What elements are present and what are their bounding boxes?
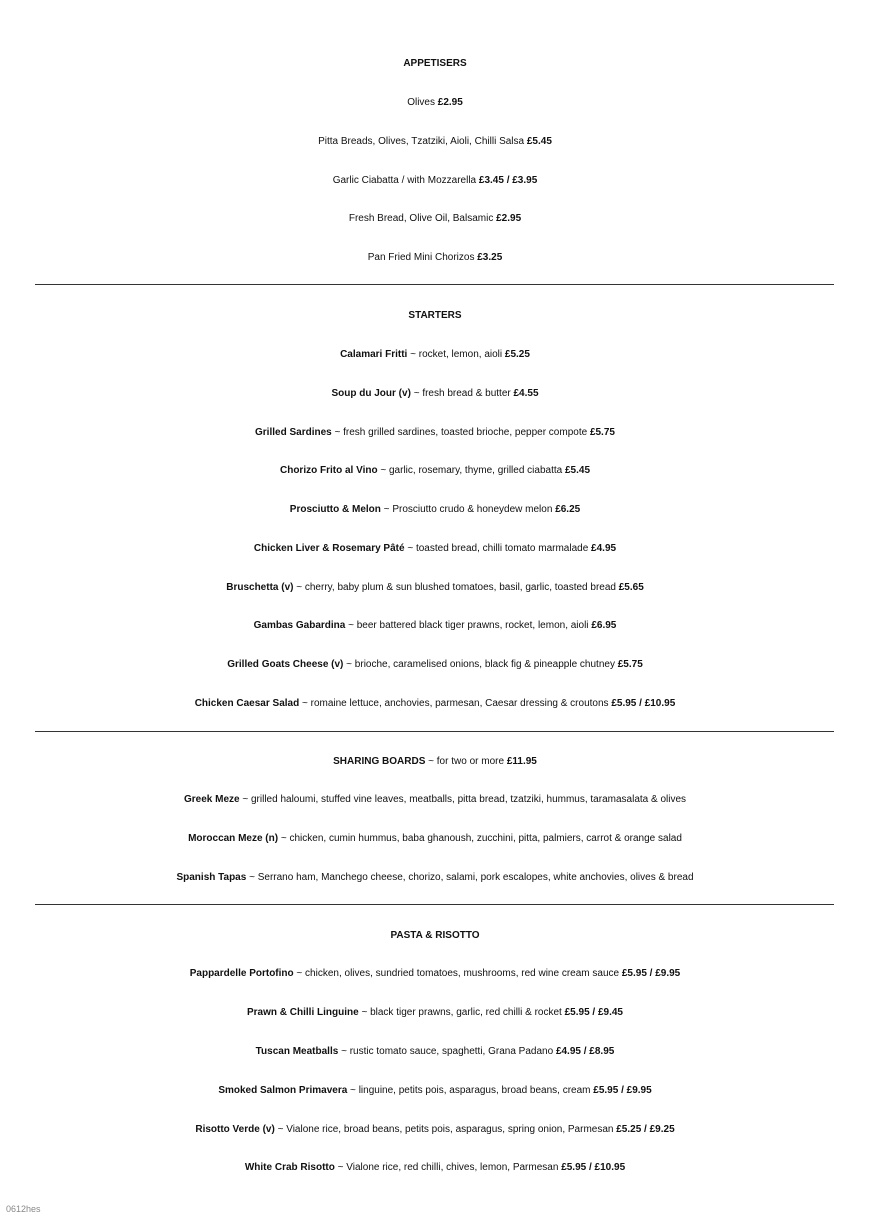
item-name: Risotto Verde (v): [195, 1124, 275, 1135]
menu-item: [0, 694, 870, 714]
item-text: Garlic Ciabatta / with Mozzarella: [332, 175, 477, 186]
item-price: £5.25: [504, 349, 530, 360]
section-title-appetisers: APPETISERS: [403, 58, 467, 69]
separator: ~: [293, 968, 306, 979]
menu-item: [0, 1081, 870, 1101]
item-desc: Vialone rice, broad beans, petits pois, asparagus, spring onion, Parmesan: [286, 1124, 614, 1135]
item-price: £5.75: [617, 659, 643, 670]
item-name: Greek Meze: [183, 794, 240, 805]
menu-item: [0, 655, 870, 675]
menu-item: [0, 209, 870, 229]
item-price: £2.95: [496, 213, 522, 224]
menu-item: [0, 93, 870, 113]
separator: ~: [293, 582, 305, 593]
item-desc: Vialone rice, red chilli, chives, lemon, Parmesan: [346, 1162, 559, 1173]
item-name: Tuscan Meatballs: [255, 1046, 339, 1057]
item-desc: beer battered black tiger prawns, rocket, lemon, aioli: [356, 620, 589, 631]
item-price: £5.75: [589, 427, 615, 438]
item-text: Pan Fried Mini Chorizos: [367, 252, 475, 263]
item-name: Chicken Liver & Rosemary Pâté: [253, 543, 405, 554]
menu-item: [0, 790, 870, 810]
menu-item: [0, 171, 870, 191]
item-desc: fresh grilled sardines, toasted brioche, pepper compote: [343, 427, 588, 438]
separator: ~: [331, 427, 344, 438]
item-text: Pitta Breads, Olives, Tzatziki, Aioli, Chilli Salsa: [318, 136, 525, 147]
item-price: £5.95 / £10.95: [611, 698, 676, 709]
section-title-starters: STARTERS: [408, 310, 462, 321]
menu-item: [0, 1120, 870, 1140]
item-name: Spanish Tapas: [176, 872, 247, 883]
sharing-heading: [0, 752, 870, 772]
item-price: £4.95: [591, 543, 617, 554]
item-desc: linguine, petits pois, asparagus, broad beans, cream: [358, 1085, 591, 1096]
item-price: £5.95 / £9.45: [564, 1007, 623, 1018]
separator: ~: [343, 659, 355, 670]
item-price: £6.95: [591, 620, 617, 631]
item-desc: Serrano ham, Manchego cheese, chorizo, salami, pork escalopes, white anchovies, olives & bread: [257, 872, 694, 883]
item-price: £2.95: [437, 97, 463, 108]
item-price: £3.45 / £3.95: [478, 175, 538, 186]
menu-item: [0, 500, 870, 520]
item-text: Olives: [407, 97, 435, 108]
item-price: £5.45: [564, 465, 591, 476]
item-price: £4.95 / £8.95: [555, 1046, 615, 1057]
menu-item: [0, 1003, 870, 1023]
section-divider: [35, 731, 834, 732]
menu-item: [0, 578, 870, 598]
menu-item: [0, 384, 870, 404]
item-desc: brioche, caramelised onions, black fig & pineapple chutney: [354, 659, 615, 670]
separator: ~: [334, 1162, 347, 1173]
menu-item: [0, 829, 870, 849]
section-divider: [35, 904, 834, 905]
item-price: £4.55: [513, 388, 539, 399]
item-price: £5.45: [526, 136, 552, 147]
item-text: Fresh Bread, Olive Oil, Balsamic: [348, 213, 494, 224]
item-desc: black tiger prawns, garlic, red chilli & rocket: [370, 1007, 562, 1018]
separator: ~: [338, 1046, 350, 1057]
item-price: £3.25: [477, 252, 503, 263]
item-name: Calamari Fritti: [340, 349, 408, 360]
item-name: Gambas Gabardina: [253, 620, 346, 631]
section-subtitle: for two or more: [436, 756, 505, 767]
section-title-sharing: SHARING BOARDS: [333, 756, 426, 767]
item-price: £5.95 / £9.95: [621, 968, 681, 979]
separator: ~: [407, 349, 419, 360]
section-title-pasta: PASTA & RISOTTO: [390, 930, 480, 941]
item-name: Grilled Sardines: [255, 427, 332, 438]
separator: ~: [239, 794, 251, 805]
item-name: Bruschetta (v): [226, 582, 294, 593]
menu-item: [0, 1158, 870, 1178]
item-desc: romaine lettuce, anchovies, parmesan, Caesar dressing & croutons: [310, 698, 609, 709]
separator: ~: [377, 465, 389, 476]
item-name: Pappardelle Portofino: [189, 968, 294, 979]
menu-item: [0, 539, 870, 559]
item-desc: Prosciutto crudo & honeydew melon: [392, 504, 553, 515]
item-desc: toasted bread, chilli tomato marmalade: [415, 543, 589, 554]
item-name: White Crab Risotto: [244, 1162, 335, 1173]
item-name: Grilled Goats Cheese (v): [227, 659, 344, 670]
item-desc: rustic tomato sauce, spaghetti, Grana Padano: [349, 1046, 554, 1057]
item-desc: chicken, cumin hummus, baba ghanoush, zucchini, pitta, palmiers, carrot & orange salad: [289, 833, 682, 844]
separator: ~: [410, 388, 423, 399]
item-name: Moroccan Meze (n): [188, 833, 279, 844]
menu-item: [0, 1042, 870, 1062]
item-name: Chorizo Frito al Vino: [279, 465, 378, 476]
item-desc: fresh bread & butter: [422, 388, 511, 399]
item-price: £5.95 / £10.95: [561, 1162, 626, 1173]
separator: ~: [425, 756, 437, 767]
print-code: 0612hes: [6, 1204, 41, 1214]
item-name: Smoked Salmon Primavera: [218, 1085, 348, 1096]
item-desc: grilled haloumi, stuffed vine leaves, meatballs, pitta bread, tzatziki, hummus, taramasalata & olives: [250, 794, 687, 805]
separator: ~: [358, 1007, 371, 1018]
separator: ~: [246, 872, 258, 883]
menu-item: [0, 461, 870, 481]
item-price: £11.95: [506, 756, 537, 767]
item-price: £5.65: [618, 582, 644, 593]
item-desc: garlic, rosemary, thyme, grilled ciabatta: [388, 465, 563, 476]
menu-item: [0, 964, 870, 984]
menu-item: [0, 132, 870, 152]
menu-item: [0, 345, 870, 365]
separator: ~: [299, 698, 311, 709]
item-desc: rocket, lemon, aioli: [418, 349, 503, 360]
separator: ~: [380, 504, 393, 515]
menu-item: [0, 868, 870, 888]
menu-item: [0, 616, 870, 636]
item-desc: cherry, baby plum & sun blushed tomatoes, basil, garlic, toasted bread: [304, 582, 616, 593]
item-price: £5.25 / £9.25: [616, 1124, 675, 1135]
item-name: Prosciutto & Melon: [289, 504, 381, 515]
separator: ~: [278, 833, 290, 844]
menu-item: [0, 423, 870, 443]
separator: ~: [345, 620, 357, 631]
separator: ~: [347, 1085, 359, 1096]
item-price: £5.95 / £9.95: [593, 1085, 652, 1096]
item-desc: chicken, olives, sundried tomatoes, mushrooms, red wine cream sauce: [305, 968, 620, 979]
item-name: Soup du Jour (v): [331, 388, 411, 399]
separator: ~: [274, 1124, 287, 1135]
section-divider: [35, 284, 834, 285]
item-name: Chicken Caesar Salad: [194, 698, 300, 709]
separator: ~: [404, 543, 416, 554]
menu-item: [0, 248, 870, 268]
item-name: Prawn & Chilli Linguine: [247, 1007, 359, 1018]
item-price: £6.25: [555, 504, 581, 515]
